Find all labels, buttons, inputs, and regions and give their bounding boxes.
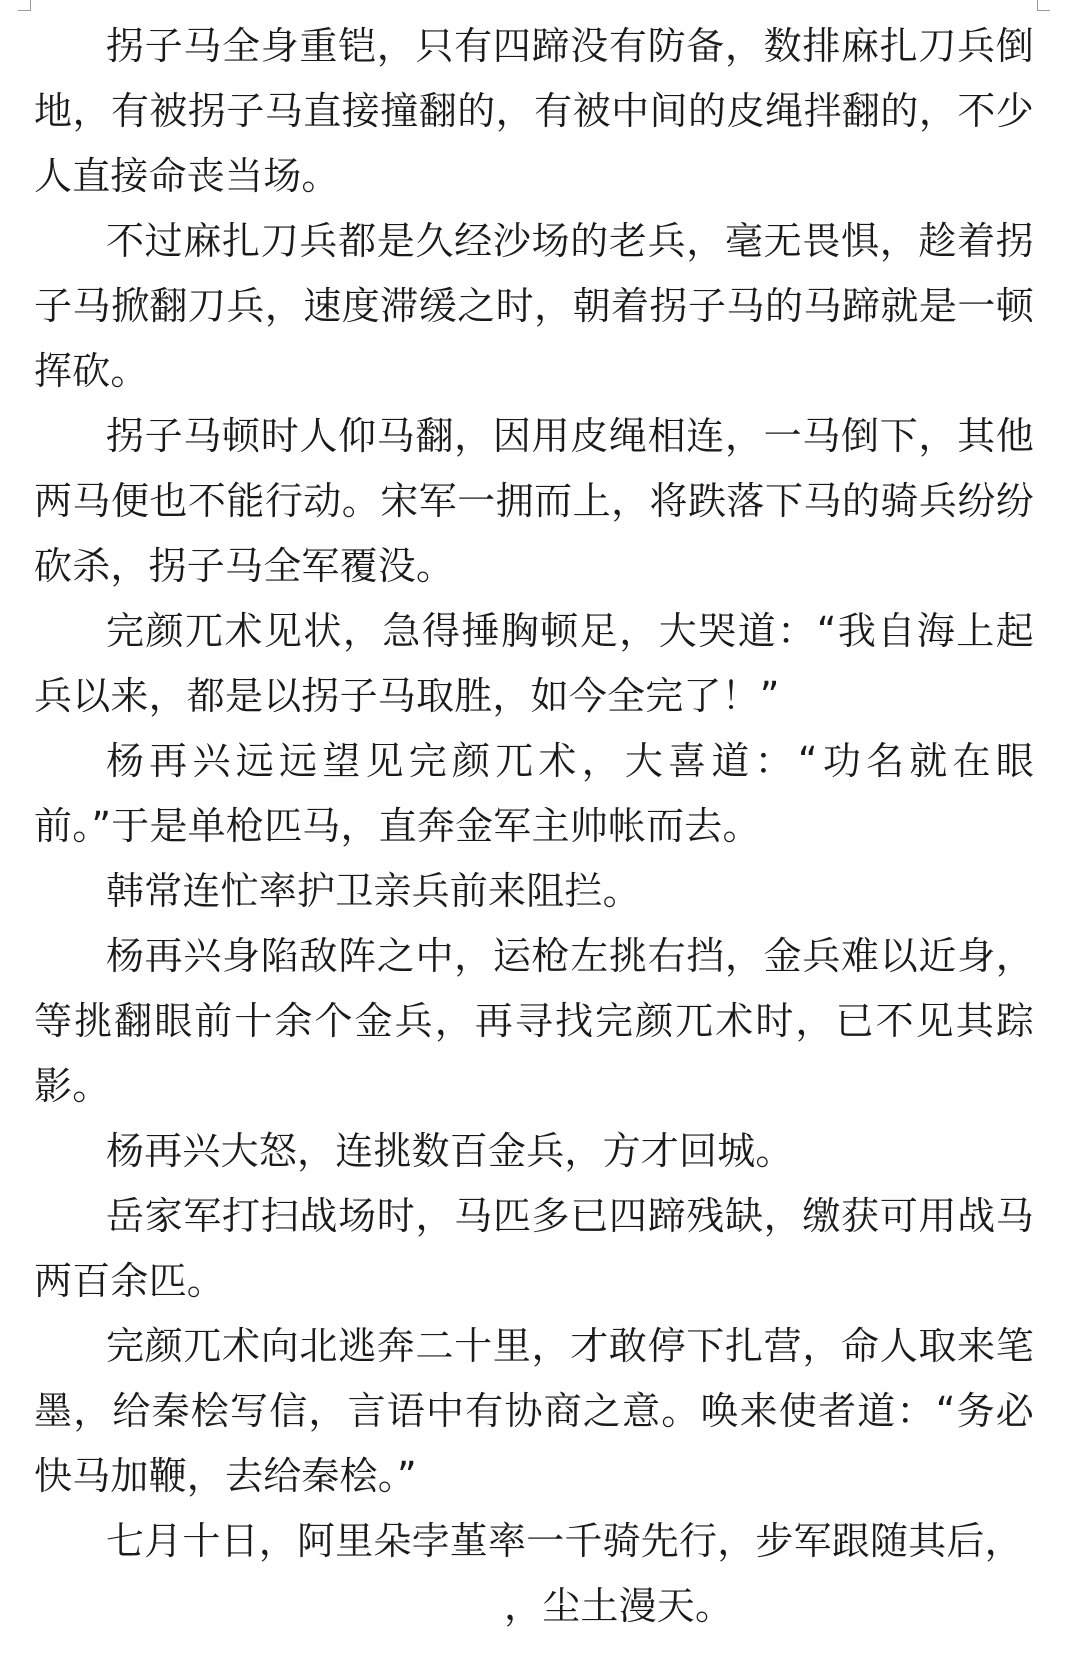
paragraph: 杨再兴身陷敌阵之中，运枪左挑右挡，金兵难以近身，等挑翻眼前十余个金兵，再寻找完颜兀术时，已不见其踪影。 [34,934,1034,1108]
paragraph: 拐子马顿时人仰马翻，因用皮绳相连，一马倒下，其他两马便也不能行动。宋军一拥而上，将跌落下马的骑兵纷纷砍杀，拐子马全军覆没。 [34,414,1034,588]
paragraph-continuation: ，尘土漫天。 [504,1584,734,1628]
paragraph: 韩常连忙率护卫亲兵前来阻拦。 [106,869,641,913]
paragraph: 完颜兀术向北逃奔二十里，才敢停下扎营，命人取来笔墨，给秦桧写信，言语中有协商之意。唤来使者道：“务必快马加鞭，去给秦桧。” [34,1324,1034,1498]
paragraph: 七月十日，阿里朵孛堇率一千骑先行，步军跟随其后， [106,1519,1023,1563]
margin-corner-mark-top-right [1037,0,1050,11]
paragraph: 岳家军打扫战场时，马匹多已四蹄残缺，缴获可用战马两百余匹。 [34,1194,1034,1303]
paragraph: 拐子马全身重铠，只有四蹄没有防备，数排麻扎刀兵倒地，有被拐子马直接撞翻的，有被中间的皮绳拌翻的，不少人直接命丧当场。 [34,24,1034,198]
paragraph: 杨再兴远远望见完颜兀术，大喜道：“功名就在眼前。”于是单枪匹马，直奔金军主帅帐而去。 [34,739,1034,848]
margin-corner-mark-top-left [18,0,31,11]
paragraph: 完颜兀术见状，急得捶胸顿足，大哭道：“我自海上起兵以来，都是以拐子马取胜，如今全完了！” [34,609,1034,718]
paragraph: 不过麻扎刀兵都是久经沙场的老兵，毫无畏惧，趁着拐子马掀翻刀兵，速度滞缓之时，朝着拐子马的马蹄就是一顿挥砍。 [34,219,1034,393]
document-body [34,14,1034,1639]
paragraph: 杨再兴大怒，连挑数百金兵，方才回城。 [106,1129,794,1173]
